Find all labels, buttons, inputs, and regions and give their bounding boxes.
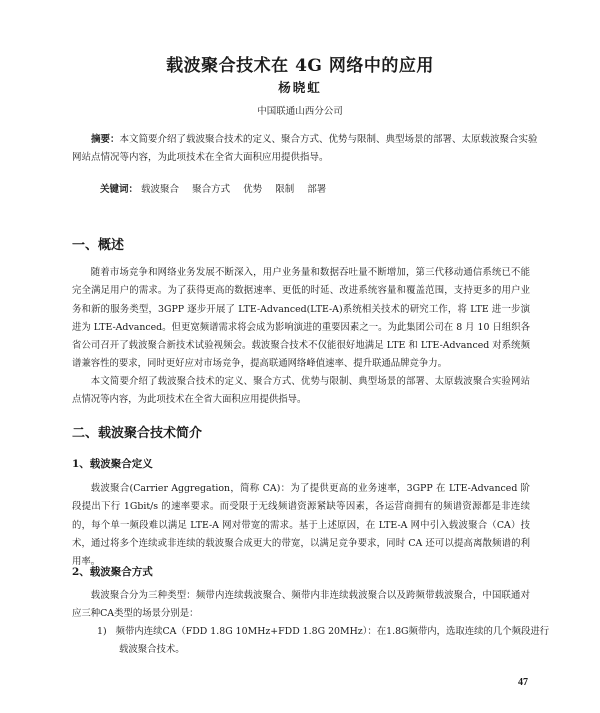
list-item bbox=[97, 623, 554, 659]
section1-paragraph: 本文简要介绍了载波聚合技术的定义、聚合方式、优势与限制、典型场景的部署、太原载波聚合实验网站点情况等内容，为此项技术在全省大面积应用提供指导。 bbox=[72, 376, 530, 406]
page-number: 47 bbox=[518, 677, 528, 688]
section-heading-intro: 二、载波聚合技术简介 bbox=[72, 426, 203, 441]
subsection-heading-methods: 2、载波聚合方式 bbox=[72, 566, 153, 578]
subsection-heading-definition: 1、载波聚合定义 bbox=[72, 458, 153, 470]
abstract-text: 本文简要介绍了载波聚合技术的定义、聚合方式、优势与限制、典型场景的部署、太原载波聚合实验网站点情况等内容，为此项技术在全省大面积应用提供指导。 bbox=[72, 134, 538, 163]
author-name: 杨晓虹 bbox=[278, 80, 322, 95]
keyword: 载波聚合 bbox=[141, 184, 180, 195]
keyword: 优势 bbox=[243, 184, 263, 195]
methods-paragraph: 载波聚合分为三种类型：频带内连续载波聚合、频带内非连续载波聚合以及跨频带载波聚合，中国联通对应三种CA类型的场景分别是： bbox=[72, 590, 530, 620]
author-affiliation: 中国联通山西分公司 bbox=[257, 106, 343, 117]
list-marker: 1) bbox=[97, 626, 107, 637]
definition-paragraph: 载波聚合(Carrier Aggregation，简称 CA)：为了提供更高的业务速率，3GPP 在 LTE-Advanced 阶段提出下行 1Gbit/s 的速率要求。而受限于无线频谱资源紧缺等因素，各运营商拥有的频谱资源都是非连续的，每个单一频段难以满足 LTE-A 网对带宽的需求。基于上述原因，在 LTE-A 网中引入载波聚合（CA）技术，通过将多个连续或非连续的载波聚合成更大的带宽，以满足竞争要求，同时 CA 还可以提高离散频谱的利用率。 bbox=[72, 483, 530, 568]
keyword: 限制 bbox=[275, 184, 295, 195]
section-heading-overview: 一、概述 bbox=[72, 238, 125, 253]
keywords-label: 关键词： bbox=[100, 184, 139, 195]
list-text: 频带内连续CA（FDD 1.8G 10MHz+FDD 1.8G 20MHz）：在1.8G频带内，选取连续的几个频段进行载波聚合技术。 bbox=[115, 626, 550, 655]
paper-title: 载波聚合技术在 4G 网络中的应用 bbox=[166, 56, 434, 77]
keyword: 部署 bbox=[307, 184, 327, 195]
abstract-label: 摘要： bbox=[91, 134, 120, 145]
abstract bbox=[72, 131, 542, 167]
keyword: 聚合方式 bbox=[192, 184, 231, 195]
section1-paragraph: 随着市场竞争和网络业务发展不断深入，用户业务量和数据吞吐量不断增加，第三代移动通信系统已不能完全满足用户的需求。为了获得更高的数据速率、更低的时延、改进系统容量和覆盖范围，支持更多的用户业务和新的服务类型，3GPP 逐步开展了 LTE-Advanced(LTE-A)系统相关技术的研究工作，将 LTE 进一步演进为 LTE-Advanced。但更宽频谱需求将会成为影响演进的重要因素之一。为此集团公司在 8 月 10 日组织各省公司召开了载波聚合新技术试验视频会。载波聚合技术不仅能很好地满足 LTE 和 LTE-Advanced 对系统频谱兼容性的要求，同时更好应对市场竞争，提高联通网络峰值速率、提升联通品牌竞争力。 bbox=[72, 267, 530, 370]
keywords bbox=[100, 181, 336, 195]
